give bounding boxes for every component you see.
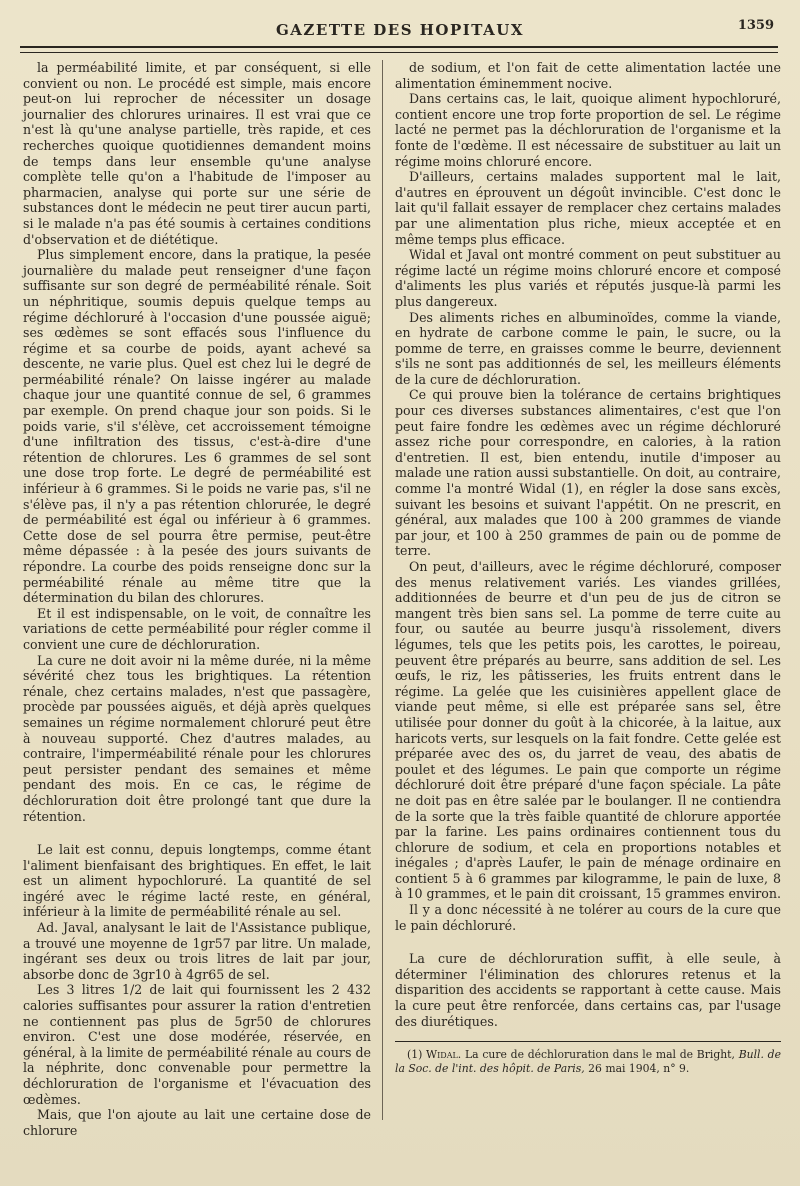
section-gap	[395, 933, 781, 951]
paragraph: La cure ne doit avoir ni la même durée, ni la même sévérité chez tous les brightiques. La rétention rénale, chez certains malades, n'est que passagère, procède par poussées aiguës, et déjà après quelques semaines un régime normalement chloruré peut être à nouveau supporté. Chez d'autres malades, au contraire, l'imperméabilité rénale pour les chlorures peut persister pendant des semaines et même pendant des mois. En ce cas, le régime de déchloruration doit être prolongé tant que dure la rétention.	[23, 652, 371, 824]
paragraph: Mais, que l'on ajoute au lait une certaine dose de chlorure	[23, 1107, 371, 1138]
footnote	[395, 1048, 781, 1075]
paragraph: Le lait est connu, depuis longtemps, comme étant l'aliment bienfaisant des brightiques. En effet, le lait est un aliment hypochloruré. La quantité de sel ingéré avec le régime lacté reste, en général, inférieur à la limite de perméabilité rénale au sel.	[23, 842, 371, 920]
paragraph: de sodium, et l'on fait de cette alimentation lactée une alimentation éminemment nocive.	[395, 60, 781, 91]
paragraph: Widal et Javal ont montré comment on peut substituer au régime lacté un régime moins chloruré encore et composé d'aliments les plus variés et réputés jusque-là parmi les plus dangereux.	[395, 247, 781, 309]
left-column	[23, 60, 371, 1138]
paragraph: On peut, d'ailleurs, avec le régime déchloruré, composer des menus relativement variés. Les viandes grillées, additionnées de beurre et d'un peu de jus de citron se mangent très bien sans sel. La pomme de terre cuite au four, ou sautée au beurre jusqu'à rissolement, divers légumes, tels que les petits pois, les carottes, le poireau, peuvent être préparés au beurre, sans addition de sel. Les œufs, le riz, les pâtisseries, les fruits entrent dans le régime. La gelée que les cuisinières appellent glace de viande peut même, si elle est préparée sans sel, être utilisée pour donner du goût à la chicorée, à la laitue, aux haricots verts, sur lesquels on la fait fondre. Cette gelée est préparée avec des os, du jarret de veau, des abatis de poulet et des légumes. Le pain que comporte un régime déchloruré doit être préparé d'une façon spéciale. La pâte ne doit pas en être salée par le boulanger. Il ne contiendra de la sorte que la très faible quantité de chlorure apportée par la farine. Les pains ordinaires contiennent tous du chlorure de sodium, et cela en proportions notables et inégales ; d'après Laufer, le pain de ménage ordinaire en contient 5 à 6 grammes par kilogramme, le pain de luxe, 8 à 10 grammes, et le pain dit croissant, 15 grammes environ.	[395, 559, 781, 902]
page-number: 1359	[737, 18, 774, 33]
footnote-rule	[395, 1041, 781, 1042]
footnote-author: Widal.	[426, 1048, 462, 1062]
footnote-source: Bull. de la Soc. de l'int. des hôpit. de Paris,	[395, 1048, 781, 1075]
paragraph: Des aliments riches en albuminoïdes, comme la viande, en hydrate de carbone comme le pain, le sucre, ou la pomme de terre, en graisses comme le beurre, deviennent s'ils ne sont pas additionnés de sel, les meilleurs éléments de la cure de déchloruration.	[395, 309, 781, 387]
header-rule-thin	[20, 52, 778, 53]
journal-title: GAZETTE DES HOPITAUX	[275, 21, 524, 39]
column-divider	[382, 60, 383, 1120]
footnote-date: 26 mai 1904, n° 9.	[588, 1061, 690, 1075]
paragraph: Il y a donc nécessité à ne tolérer au cours de la cure que le pain déchloruré.	[395, 902, 781, 933]
paragraph: La cure de déchloruration suffit, à elle seule, à déterminer l'élimination des chlorures retenus et la disparition des accidents se rapportant à cette cause. Mais la cure peut être renforcée, dans certains cas, par l'usage des diurétiques.	[395, 951, 781, 1029]
right-column	[395, 60, 781, 1075]
running-head	[0, 18, 800, 42]
paragraph: la perméabilité limite, et par conséquent, si elle convient ou non. Le procédé est simple, mais encore peut-on lui reprocher de nécessiter un dosage journalier des chlorures urinaires. Il est vrai que ce n'est là qu'une analyse partielle, très rapide, et ces recherches quoique quotidiennes demandent moins de temps dans leur ensemble qu'une analyse complète telle qu'on a l'habitude de l'imposer au pharmacien, analyse qui porte sur une série de substances dont le médecin ne peut tirer aucun parti, si le malade n'a pas été soumis à certaines conditions d'observation et de diététique.	[23, 60, 371, 247]
paragraph: Les 3 litres 1/2 de lait qui fournissent les 2 432 calories suffisantes pour assurer la ration d'entretien ne contiennent pas plus de 5gr50 de chlorures environ. C'est une dose modérée, réservée, en général, à la limite de perméabilité rénale au cours de la néphrite, donc convenable pour permettre la déchloruration de l'organisme et l'évacuation des œdèmes.	[23, 982, 371, 1107]
paragraph: Ad. Javal, analysant le lait de l'Assistance publique, a trouvé une moyenne de 1gr57 par litre. Un malade, ingérant ses deux ou trois litres de lait par jour, absorbe donc de 3gr10 à 4gr65 de sel.	[23, 920, 371, 982]
section-gap	[23, 824, 371, 842]
paragraph: Dans certains cas, le lait, quoique aliment hypochloruré, contient encore une trop forte proportion de sel. Le régime lacté ne permet pas la déchloruration de l'organisme et la fonte de l'œdème. Il est nécessaire de substituer au lait un régime moins chloruré encore.	[395, 91, 781, 169]
paragraph: Ce qui prouve bien la tolérance de certains brightiques pour ces diverses substances alimentaires, c'est que l'on peut faire fondre les œdèmes avec un régime déchloruré assez riche pour correspondre, en calories, à la ration d'entretien. Il est, bien entendu, inutile d'imposer au malade une ration aussi substantielle. On doit, au contraire, comme l'a montré Widal (1), en régler la dose sans excès, suivant les besoins et suivant l'appétit. On ne prescrit, en général, aux malades que 100 à 200 grammes de viande par jour, et 100 à 250 grammes de pain ou de pomme de terre.	[395, 387, 781, 559]
paragraph: D'ailleurs, certains malades supportent mal le lait, d'autres en éprouvent un dégoût invincible. C'est donc le lait qu'il fallait essayer de remplacer chez certains malades par une alimentation plus riche, mieux acceptée et en même temps plus efficace.	[395, 169, 781, 247]
paragraph: Et il est indispensable, on le voit, de connaître les variations de cette perméabilité pour régler comme il convient une cure de déchloruration.	[23, 605, 371, 652]
paragraph: Plus simplement encore, dans la pratique, la pesée journalière du malade peut renseigner d'une façon suffisante sur son degré de perméabilité rénale. Soit un néphritique, soumis depuis quelque temps au régime déchloruré à l'occasion d'une poussée aiguë; ses œdèmes se sont effacés sous l'influence du régime et sa courbe de poids, ayant achevé sa descente, ne varie plus. Quel est chez lui le degré de perméabilité rénale? On laisse ingérer au malade chaque jour une quantité connue de sel, 6 grammes par exemple. On prend chaque jour son poids. Si le poids varie, s'il s'élève, cet accroissement témoigne d'une infiltration des tissus, c'est-à-dire d'une rétention de chlorures. Les 6 grammes de sel sont une dose trop forte. Le degré de perméabilité est inférieur à 6 grammes. Si le poids ne varie pas, s'il ne s'élève pas, il n'y a pas rétention chlorurée, le degré de perméabilité est égal ou inférieur à 6 grammes. Cette dose de sel pourra être permise, peut-être même dépassée : à la pesée des jours suivants de répondre. La courbe des poids renseigne donc sur la perméabilité rénale au même titre que la détermination du bilan des chlorures.	[23, 247, 371, 606]
footnote-marker: (1)	[407, 1048, 423, 1062]
header-rule	[20, 46, 778, 48]
footnote-text: La cure de déchloruration dans le mal de Bright,	[465, 1048, 735, 1062]
